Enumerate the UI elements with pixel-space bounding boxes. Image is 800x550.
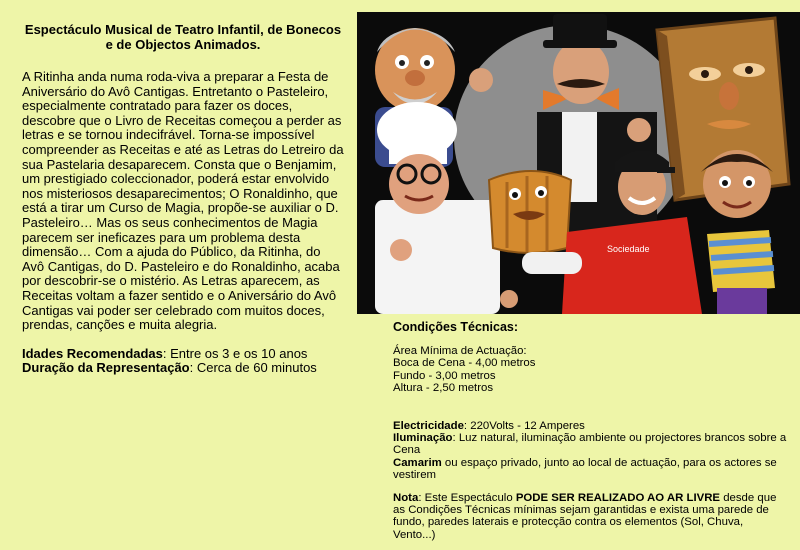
show-title: Espectáculo Musical de Teatro Infantil, de Bonecos e de Objectos Animados. <box>24 22 342 52</box>
area-label: Área Mínima de Actuação: <box>393 345 527 358</box>
boca-line: Boca de Cena - 4,00 metros <box>393 357 536 370</box>
shirt-text: Sociedade <box>607 244 650 254</box>
description-column <box>22 22 344 376</box>
technical-conditions <box>393 321 788 541</box>
show-meta <box>22 347 344 376</box>
ages-value: : Entre os 3 e os 10 anos <box>162 345 308 361</box>
story-text: A Ritinha anda numa roda-viva a preparar a Festa de Aniversário do Avô Cantigas. Entretanto o Pasteleiro, especialmente contratado para fazer os doces, descobre que o Livro de Receitas começou a perder as letras e se tornou indecifrável. Torna-se impossível compreender as Receitas e até as Letras do Letreiro da sua Pastelaria desaparecem. Consta que o Benjamim, um prestigiado coleccionador, poderá estar envolvido nos misteriosos desaparecimentos; O Ronaldinho, que está a tirar um Curso de Magia, propõe-se auxiliar o D. Pasteleiro… Mas os seus conhecimentos de Magia parecem ser ineficazes para um problema desta dimensão… Com a ajuda do Público, da Ritinha, do Avô Cantigas, do D. Pasteleiro e do Ronaldinho, acaba por descobrir-se o mistério. As Letras aparecem, as Receitas voltam a fazer sentido e o Aniversário do Avô Cantigas vai poder ser celebrado com muitos doces, prendas, canções e muita alegria. <box>22 69 344 333</box>
dressing-room-value: ou espaço privado, junto ao local de actuação, para os actores se vestirem <box>393 456 777 481</box>
cast-illustration <box>357 12 800 314</box>
lighting-label: Iluminação <box>393 432 453 445</box>
requirements-block <box>393 420 788 481</box>
note-emphasis: PODE SER REALIZADO AO AR LIVRE <box>515 492 721 505</box>
note-label: Nota <box>393 492 419 505</box>
cake-puppet <box>489 171 571 253</box>
note-post: desde que as Condições Técnicas mínimas sejam garantidas e exista uma parede de fundo, paredes laterais e protecção contra os elementos (Sol, Chuva, Vento...) <box>393 492 777 541</box>
ages-line <box>22 347 344 362</box>
duration-value: : Cerca de 60 minutos <box>189 360 317 376</box>
dressing-room-label: Camarim <box>393 456 442 469</box>
dressing-room-line <box>393 457 788 481</box>
lighting-line <box>393 432 788 456</box>
note-block <box>393 492 788 541</box>
altura-line: Altura - 2,50 metros <box>393 381 494 394</box>
note-pre: : Este Espectáculo <box>418 492 516 505</box>
lighting-value: : Luz natural, iluminação ambiente ou projectores brancos sobre a Cena <box>393 432 787 457</box>
duration-label: Duração da Representação <box>22 360 190 376</box>
ages-label: Idades Recomendadas <box>22 345 163 361</box>
electricity-label: Electricidade <box>393 420 464 433</box>
electricity-line <box>393 420 788 432</box>
cast-photo <box>357 12 800 314</box>
electricity-value: : 220Volts - 12 Amperes <box>463 420 585 433</box>
duration-line <box>22 361 344 376</box>
area-block <box>393 345 788 394</box>
fundo-line: Fundo - 3,00 metros <box>393 369 496 382</box>
tech-title: Condições Técnicas: <box>393 320 519 334</box>
